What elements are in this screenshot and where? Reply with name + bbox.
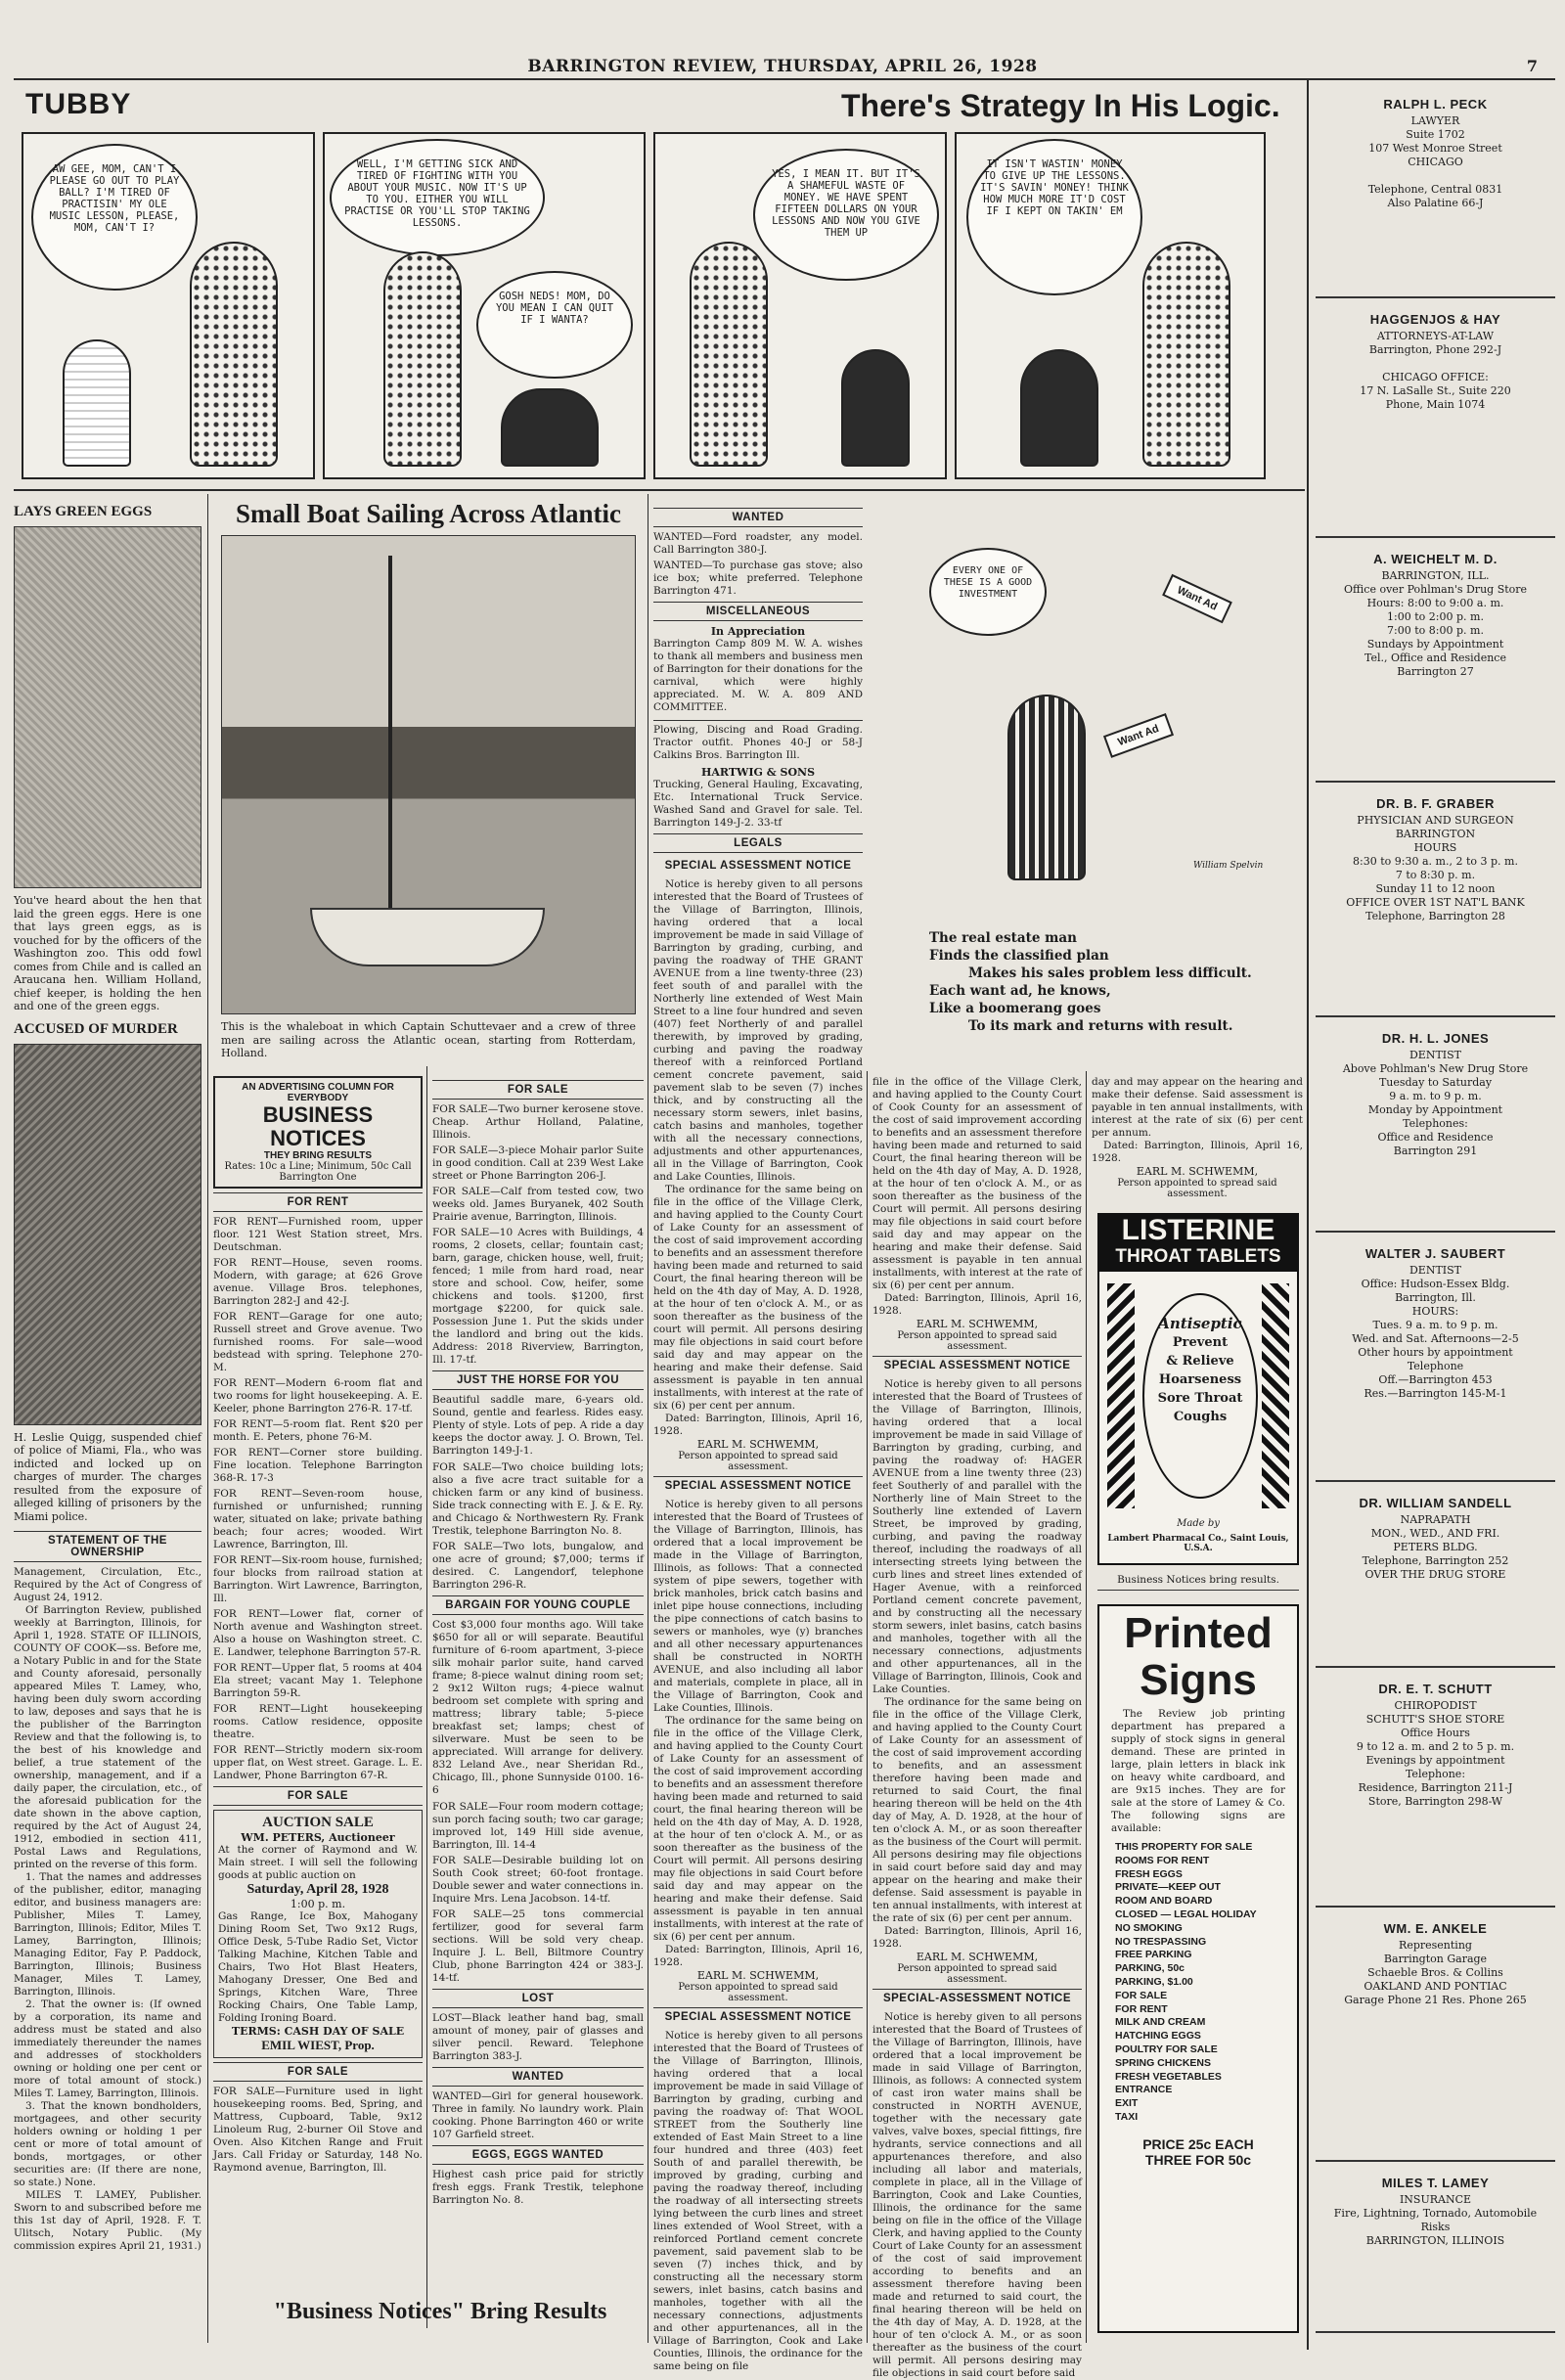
directory-line: HOURS	[1413, 841, 1457, 854]
directory-line: Telephone	[1407, 1360, 1464, 1372]
list-item: ROOMS FOR RENT	[1115, 1854, 1210, 1866]
speech-bubble: WELL, I'M GETTING SICK AND TIRED OF FIGHTING WITH YOU ABOUT YOUR MUSIC. NOW IT'S UP TO YOU. EITHER YOU WILL PRACTISE OR YOU'LL STOP TAKING LESSONS.	[330, 139, 545, 256]
for-sale-column	[432, 1076, 644, 2289]
directory-card	[1316, 1912, 1555, 2162]
miscellaneous-heading: MISCELLANEOUS	[653, 602, 863, 621]
speech-bubble: GOSH NEDS! MOM, DO YOU MEAN I CAN QUIT IF I WANTA?	[476, 271, 633, 379]
business-notices-column	[213, 1076, 423, 2338]
notice-signer: EARL M. SCHWEMM,	[696, 1969, 820, 1982]
directory-line: Also Palatine 66-J	[1387, 197, 1484, 209]
listerine-subtitle: THROAT TABLETS	[1099, 1246, 1297, 1272]
notice-heading: SPECIAL ASSESSMENT NOTICE	[653, 2007, 863, 2026]
notice-date: Dated: Barrington, Illinois, April 16, 1928.	[1092, 1140, 1303, 1164]
directory-line: BARRINGTON	[1395, 828, 1476, 840]
comic-bottom-rule	[14, 489, 1305, 491]
directory-line: LAWYER	[1410, 114, 1460, 127]
directory-line: Barrington, Phone 292-J	[1368, 343, 1502, 356]
directory-line: OAKLAND AND PONTIAC	[1364, 1980, 1507, 1993]
eggs-headline: LAYS GREEN EGGS	[14, 504, 153, 519]
directory-line: Tues. 9 a. m. to 9 p. m.	[1372, 1319, 1498, 1331]
directory-line: Telephone, Central 0831	[1367, 183, 1503, 196]
notice-text: day and may appear on the hearing and make their defense. Said assessment is payable in ten annual installments, with interest at the rate of six (6) per cent per annum.	[1092, 1076, 1303, 1139]
wanted-ad: WANTED—Girl for general housework. Three in family. No laundry work. Plain cooking. Phone Barrington 460 or write 107 Garfield street.	[432, 2090, 644, 2140]
directory-line: BARRINGTON, ILLINOIS	[1365, 2234, 1505, 2247]
notice-heading: SPECIAL-ASSESSMENT NOTICE	[872, 1989, 1082, 2007]
verse-line: To its mark and returns with result.	[968, 1018, 1233, 1034]
directory-line: OVER THE DRUG STORE	[1364, 1568, 1506, 1581]
listerine-maker: Lambert Pharmacal Co., Saint Louis, U.S.A.	[1107, 1534, 1289, 1553]
legals-column	[653, 504, 863, 2372]
auction-title: AUCTION SALE	[262, 1815, 374, 1830]
directory-name: A. WEICHELT M. D.	[1373, 552, 1498, 566]
page-number: 7	[1526, 57, 1538, 75]
directory-line: Barrington 291	[1393, 1145, 1478, 1157]
classified-ad: FOR RENT—Seven-room house, furnished or unfurnished; running water, situated on lake; private bathing beach; four acres; wooded. Wirt Lawrence, Barrington, Ill.	[213, 1488, 423, 1550]
notice-signer-role: Person appointed to spread said assessment.	[1117, 1178, 1277, 1199]
classified-ad: FOR RENT—Six-room house, furnished; four blocks from railroad station at Barrington. Wirt Lawrence, Barrington, Ill.	[213, 1554, 423, 1604]
list-item: PARKING, 50c	[1115, 1962, 1185, 1975]
horse-ad: Beautiful saddle mare, 6-years old. Sound, gentle and fearless. Rides easy. Plenty of style. Lots of pep. A ride a day keeps the doctor away. J. O. Brown, Tel. Barrington 149-J-1.	[432, 1394, 644, 1457]
directory-line: Telephone:	[1405, 1768, 1466, 1780]
classified-ad: FOR SALE—Desirable building lot on South Cook street; 60-foot frontage. Double sewer and water connections in. Inquire Mrs. Lena Jacobson. 14-tf.	[432, 1855, 644, 1905]
classified-ad: FOR SALE—Two choice building lots; also a five acre tract suitable for a chicken farm or any kind of business. Side track connecting with E. J. & E. Ry. and Chicago & Northwestern Ry. Frank Trestik, telephone Barrington No. 8.	[432, 1461, 644, 1537]
directory-line: ATTORNEYS-AT-LAW	[1376, 330, 1495, 342]
notice-text: Notice is hereby given to all persons interested that the Board of Trustees of the Village of Barrington, Illinois, has ordered that a local improvement be made in the Village of Barrington, Illinois, as follows: That a connected system of pipe sewers, together with brick manholes, brick catch basins and inlet pipe house connections, including the pipe connections of catch basins to sewers or manholes, wye (y) branches and all other necessary appurtenances shall be constructed in NORTH AVENUE, and also including all labor and materials, complete in place, all in the Village of Barrington, Cook and Lake Counties, Illinois.	[653, 1499, 863, 1714]
directory-line: Office: Hudson-Essex Bldg.	[1361, 1278, 1510, 1290]
statement-headline: STATEMENT OF THE OWNERSHIP	[14, 1531, 201, 1562]
directory-line	[1319, 357, 1551, 371]
signs-heading: Signs	[1140, 1656, 1257, 1704]
notice-text: Notice is hereby given to all persons interested that the Board of Trustees of the Village of Barrington, Illinois, have ordered that a local improvement be made in said Village of Barrington, Illinois, as follows: A connected system of cast iron water mains shall be constructed in NORTH AVENUE, together with the necessary gate valves, valve boxes, special fittings, fire hydrants, service connections and all appurtenances therefore, and also including all labor and materials, complete in place, all in the Village of Barrington, Cook and Lake Counties, Illinois, the ordinance for the same being on file in the office of the Village Clerk, and having applied to the County Court of Lake County for an assessment of the cost of said improvement according to benefits and an assessment therefore having been made and returned to said court, the final hearing thereon will be held on the 4th day of May, A. D. 1928, at the hour of ten o'clock A. M., or as soon thereafter as the business of the court will permit. All persons desiring may file objections in said court before said	[872, 2011, 1082, 2379]
notice-date: Dated: Barrington, Illinois, April 16, 1928.	[653, 1944, 863, 1968]
directory-line: Other hours by appointment	[1358, 1346, 1513, 1359]
directory-card	[1316, 303, 1555, 538]
listerine-line: Sore Throat	[1157, 1391, 1243, 1406]
tubby-figure	[501, 388, 599, 467]
verse-line: Makes his sales problem less difficult.	[968, 965, 1252, 981]
directory-name: DR. E. T. SCHUTT	[1378, 1682, 1493, 1696]
list-item: FOR SALE	[1115, 1989, 1168, 2001]
boat-photo	[221, 535, 636, 1014]
statement-text: 1. That the names and addresses of the publisher, editor, managing editor, and business managers are: Publisher, Miles T. Lamey, Barrington, Illinois; Editor, Miles T. Lamey, Barrington, Illinois; Managing Editor, Fay P. Paddock, Barrington, Illinois; Business Manager, Miles T. Lamey, Barrington, Illinois.	[14, 1871, 201, 1998]
list-item: ROOM AND BOARD	[1115, 1895, 1213, 1908]
directory-line: Evenings by appointment	[1365, 1754, 1505, 1767]
listerine-antiseptic: Antiseptic	[1158, 1315, 1242, 1332]
directory-line: 107 West Monroe Street	[1368, 142, 1502, 155]
directory-card	[1316, 787, 1555, 1017]
directory-line: MON., WED., AND FRI.	[1370, 1527, 1500, 1540]
eggs-wanted-ad: Highest cash price paid for strictly fresh eggs. Frank Trestik, telephone Barrington No. 8.	[432, 2169, 644, 2206]
listerine-ad	[1097, 1213, 1299, 1565]
want-ad-tag: Want Ad	[1103, 713, 1174, 758]
directory-line: HOURS:	[1411, 1305, 1459, 1318]
directory-line: Above Pohlman's New Drug Store	[1342, 1062, 1529, 1075]
comic-title: TUBBY	[25, 88, 132, 120]
classified-ad: FOR RENT—House, seven rooms. Modern, with garage; at 626 Grove avenue. Village Bros. telephones, Barrington 282-J and 42-J.	[213, 1257, 423, 1307]
auction-items: Gas Range, Ice Box, Mahogany Dining Room Set, Two 9x12 Rugs, Office Desk, 5-Tube Radio Set, Victor Talking Machine, Kitchen Table and Chairs, Two Hot Blast Heaters, Mahogany Dresser, One Bed and Springs, Kitchen Ware, Three Rocking Chairs, One Table Lamp, Folding Ironing Board.	[218, 1910, 418, 2024]
directory-line: DENTIST	[1408, 1264, 1462, 1277]
notice-signer-role: Person appointed to spread said assessment.	[897, 1963, 1057, 1985]
listerine-oval	[1142, 1293, 1258, 1499]
classified-ad: FOR SALE—25 tons commercial fertilizer, good for several farm sections. Will be sold very cheap. Inquire J. L. Bell, Biltmore Country Club, phone Barrington 424 or 383-J. 14-tf.	[432, 1908, 644, 1984]
list-item: TAXI	[1115, 2110, 1139, 2123]
notice-heading: SPECIAL ASSESSMENT NOTICE	[664, 860, 852, 872]
notice-heading: SPECIAL ASSESSMENT NOTICE	[653, 1476, 863, 1495]
directory-line: 8:30 to 9:30 a. m., 2 to 3 p. m.	[1353, 855, 1518, 868]
lost-heading: LOST	[432, 1989, 644, 2008]
list-item: PARKING, $1.00	[1115, 1975, 1193, 1988]
murder-caption: H. Leslie Quigg, suspended chief of police of Miami, Fla., who was indicted and locked up on charges of murder. The charges resulted from the exposure of alleged killing of prisoners by the Miami police.	[14, 1430, 201, 1523]
verse-line: Like a boomerang goes	[929, 1001, 1101, 1016]
directory-line: Schaeble Bros. & Collins	[1367, 1966, 1503, 1979]
comic-subtitle: There's Strategy In His Logic.	[841, 88, 1280, 123]
notice-text: file in the office of the Village Clerk, and having applied to the County Court of Cook County for an assessment of the cost of said improvement according to benefits and an assessment therefore having been made and returned to said Court, the final hearing thereon will be held on the 4th day of May, A. D. 1928, at the hour of ten o'clock A. M., or as soon thereafter as the business of the Court will permit. All persons desiring may file objections in said court before said day and may appear on the hearing and make their defense. Said assessment is payable in ten annual installments, with interest at the rate of six (6) per cent per annum.	[872, 1076, 1082, 1291]
classified-ad: FOR RENT—Corner store building. Fine location. Telephone Barrington 368-R. 17-3	[213, 1447, 423, 1484]
directory-line: INSURANCE	[1399, 2193, 1472, 2206]
list-item: FRESH VEGETABLES	[1115, 2070, 1222, 2083]
notice-text: Notice is hereby given to all persons interested that the Board of Trustees of the Village of Barrington, Illinois, having ordered that a local improvement be made in said Village of Barrington by grading, curbing and paving the roadway of: That WOOL STREET from the Southerly line extended of East Main Street to a line four hundred and three (403) feet South of and parallel therewith, be improved by grading, curbing and paving the roadway thereof, including the roadway of all intersecting streets lying between the curb lines and street lines extended of Wool Street, with a reinforced Portland cement concrete pavement, said pavement slab to be seven (7) inches thick, and by constructing all the necessary storm sewers, inlet basins, catch basins and manholes, together with all the necessary connections, adjustments and other appurtenances, all in the Village of Barrington, Cook and Lake Counties, Illinois, the ordinance for the same being on file	[653, 2030, 863, 2372]
banner-lead: AN ADVERTISING COLUMN FOR EVERYBODY	[242, 1082, 394, 1103]
hartwig-heading: HARTWIG & SONS	[700, 766, 816, 779]
mast-shape	[388, 556, 392, 966]
notice-signer: EARL M. SCHWEMM,	[696, 1438, 820, 1451]
boat-headline: Small Boat Sailing Across Atlantic	[235, 499, 622, 528]
statement-text: Of Barrington Review, published weekly at Barrington, Illinois, for April 1, 1928. STATE OF ILLINOIS, COUNTY OF COOK—ss. Before me, a Notary Public in and for the State and County aforesaid, personally appeared Miles T. Lamey, who, having been duly sworn according to law, deposes and says that he is the publisher of the Barrington Review and that the following is, to the best of his knowledge and belief, a true statement of the ownership, management, and if a daily paper, the circulation, etc., of the aforesaid publication for the date shown in the above caption, required by the Act of August 24, 1912, embodied in section 411, Postal Laws and Regulations, printed on the reverse of this form.	[14, 1604, 201, 1870]
listerine-title: LISTERINE	[1099, 1215, 1297, 1246]
directory-line: Residence, Barrington 211-J	[1358, 1781, 1513, 1794]
eggs-wanted-heading: EGGS, EGGS WANTED	[432, 2145, 644, 2165]
statement-signature: MILES T. LAMEY, Publisher. Sworn to and subscribed before me this 1st day of April, 1928. F. T. Ulitsch, Notary Public. (My commission expires April 21, 1931.)	[14, 2189, 201, 2252]
directory-name: MILES T. LAMEY	[1381, 2176, 1490, 2190]
auction-terms: TERMS: CASH DAY OF SALE	[231, 2025, 405, 2038]
comic-panel-4	[955, 132, 1266, 479]
verse-line: Finds the classified plan	[929, 948, 1109, 964]
auction-auctioneer: WM. PETERS, Auctioneer	[241, 1831, 395, 1844]
signs-text: The Review job printing department has prepared a supply of stock signs in general demand. These are printed in large, plain letters in black ink on heavy white cardboard, and are 9x15 inches. They are for sale at the store of Lamey & Co. The following signs are available:	[1111, 1708, 1285, 1834]
statement-text: 2. That the owner is: (If owned by a corporation, its name and address must be stated and also immediately thereunder the names and addresses of stockholders owning or holding one per cent or more of total amount of stock.) Miles T. Lamey, Barrington, Illinois.	[14, 1998, 201, 2099]
list-item: THIS PROPERTY FOR SALE	[1115, 1841, 1253, 1853]
notice-text: Notice is hereby given to all persons interested that the Board of Trustees of the Village of Barrington, Illinois, having ordered that a local improvement be made in said Village of Barrington by grading, curbing, and paving the roadway of THE GRANT AVENUE from a line twenty-three (23) feet south of and parallel with the Northerly line extended of West Main Street to a line four hundred and seven (407) feet Northerly of and parallel therewith, by improved by grading, curbing and paving the roadway thereof with a reinforced Portland cement concrete pavement, said pavement slab to be seven (7) inches thick, and by constructing all the necessary storm sewers, inlet basins, catch basins and manholes, together with all the necessary connections, adjustments and other appurtenances, all in the Village of Barrington, Cook and Lake Counties, Illinois.	[653, 878, 863, 1183]
list-item: FREE PARKING	[1115, 1949, 1192, 1961]
legals-heading: LEGALS	[653, 833, 863, 853]
artist-signature: William Spelvin	[1193, 861, 1264, 871]
classified-ad: FOR RENT—Strictly modern six-room upper flat, on West street. Garage. L. E. Landwer, Phone Barrington 67-R.	[213, 1744, 423, 1781]
notice-text: The ordinance for the same being on file in the office of the Village Clerk, and having applied to the County Court of Lake County for an assessment of the cost of said improvement according to benefits and an assessment therefore having been made and returned to said Court, the final hearing thereon will be held on the 4th day of May, A. D. 1928, at the hour of ten o'clock A. M., or as soon thereafter as the business of the court will permit. All persons desiring may file objections in said court before said day and may appear on the hearing and make their defense. Said assessment is payable in ten annual installments, with interest at the rate of six (6) per cent per annum.	[653, 1184, 863, 1412]
notice-signer: EARL M. SCHWEMM,	[1136, 1165, 1259, 1178]
appreciation-text: Barrington Camp 809 M. W. A. wishes to thank all members and business men of Barrington for their donations for the carnival, which were highly appreciated. M. W. A. 809 AND COMMITTEE.	[653, 638, 863, 713]
list-item: FOR RENT	[1115, 2002, 1168, 2015]
decorative-stripes	[1107, 1283, 1135, 1508]
speech-bubble: AW GEE, MOM, CAN'T I PLEASE GO OUT TO PLAY BALL? I'M TIRED OF PRACTISIN' MY OLE MUSIC LESSON, PLEASE, MOM, CAN'T I?	[31, 144, 198, 291]
bargain-ad: Cost $3,000 four months ago. Will take $650 for all or will separate. Beautiful furniture of 6-room apartment, 3-piece silk mohair parlor suite, hand carved frame; 8-piece walnut dining room set; 2 9x12 Wilton rugs; 4-piece walnut bedroom set complete with spring and mattress; library table; 5-piece breakfast set; lamps; chest of silverware. Must be seen to be appreciated. Will arrange for delivery. 832 Leland Ave., near Sheridan Rd., Chicago, Ill., phone Sunnyside 0100. 16-6	[432, 1619, 644, 1796]
directory-line: Office and Residence	[1377, 1131, 1494, 1144]
directory-name: WM. E. ANKELE	[1383, 1921, 1488, 1936]
classified-ad: FOR RENT—Garage for one auto; Russell street and Grove avenue. Two furnished rooms. For sale—wood bedstead with spring. Telephone 270-M.	[213, 1311, 423, 1373]
directory-card	[1316, 1487, 1555, 1668]
notice-heading: SPECIAL ASSESSMENT NOTICE	[872, 1356, 1082, 1374]
decorative-stripes	[1262, 1283, 1289, 1508]
auction-text: At the corner of Raymond and W. Main street. I will sell the following goods at public auction on	[218, 1844, 418, 1881]
classified-ad: FOR SALE—Two burner kerosene stove. Cheap. Arthur Holland, Palatine, Illinois.	[432, 1103, 644, 1141]
eggs-caption: You've heard about the hen that laid the green eggs. Here is one that lays green eggs, as is vouched for by the officers of the Washington zoo. This odd fowl comes from Chile and is called an Araucana hen. William Holland, chief keeper, is holding the hen and one of the green eggs.	[14, 894, 201, 1012]
notice-text: The ordinance for the same being on file in the office of the Village Clerk, and having applied to the County Court of Lake County for an assessment of the cost of said improvement according to benefits, and an assessment therefore having been made and returned to said Court, the final hearing thereon will be held on the 4th day of May, A. D. 1928, at the hour of ten o'clock A. M., or as soon thereafter as the business of the Court will permit. All persons desiring may file objections in said court before said day and may appear on the hearing and make their defense. Said assessment is payable in ten annual installments, with interest at the rate of six (6) per cent per annum.	[872, 1696, 1082, 1924]
directory-line: Sunday 11 to 12 noon	[1375, 882, 1496, 895]
results-line: Business Notices bring results.	[1097, 1570, 1299, 1591]
directory-line: NAPRAPATH	[1400, 1513, 1471, 1526]
list-item: ENTRANCE	[1115, 2084, 1173, 2096]
directory-line: Office Hours	[1401, 1727, 1470, 1739]
classified-ad: FOR SALE—Furniture used in light housekeeping rooms. Bed, Spring, and Mattress, Cupboard, Table, 9x12 Linoleum Rug, 2-burner Oil Stove and Oven. Also Kitchen Range and Fruit Jars. Call Friday or Saturday, 148 No. Raymond avenue, Barrington, Ill.	[213, 2086, 423, 2174]
banner-sub: THEY BRING RESULTS	[263, 1150, 373, 1161]
mother-figure	[383, 251, 462, 467]
horse-heading: JUST THE HORSE FOR YOU	[432, 1370, 644, 1390]
banner-rates: Rates: 10c a Line; Minimum, 50c Call Barrington One	[224, 1161, 412, 1183]
for-rent-heading: FOR RENT	[213, 1192, 423, 1212]
signs-price: THREE FOR 50c	[1144, 2151, 1252, 2168]
classified-ad: FOR RENT—Upper flat, 5 rooms at 404 Ela street; vacant May 1. Telephone Barrington 59-R.	[213, 1662, 423, 1699]
comic-panel-2	[323, 132, 646, 479]
classified-ad: FOR RENT—Furnished room, upper floor. 121 West Station street, Mrs. Deutschman.	[213, 1216, 423, 1253]
directory-card	[1316, 543, 1555, 783]
notice-date: Dated: Barrington, Illinois, April 16, 1928.	[653, 1413, 863, 1437]
directory-line: Garage Phone 21 Res. Phone 265	[1344, 1994, 1527, 2006]
directory-card	[1316, 1237, 1555, 1482]
for-sale-heading: FOR SALE	[432, 1080, 644, 1100]
directory-line: Representing	[1399, 1939, 1472, 1952]
directory-rule	[1307, 80, 1309, 2350]
speech-bubble: YES, I MEAN IT. BUT IT'S A SHAMEFUL WASTE OF MONEY. WE HAVE SPENT FIFTEEN DOLLARS ON YOUR LESSONS AND NOW YOU GIVE THEM UP	[753, 149, 939, 281]
classified-ad: FOR RENT—Light housekeeping rooms. Catlow residence, opposite theatre.	[213, 1703, 423, 1740]
directory-card	[1316, 2167, 1555, 2333]
directory-name: RALPH L. PECK	[1383, 97, 1488, 112]
directory-line: Store, Barrington 298-W	[1367, 1795, 1503, 1808]
tubby-figure	[1020, 349, 1098, 467]
auction-time: 1:00 p. m.	[290, 1898, 346, 1910]
directory-line: Telephone, Barrington 28	[1365, 910, 1505, 922]
auction-ad	[213, 1810, 423, 2058]
notice-signer: EARL M. SCHWEMM,	[916, 1951, 1039, 1963]
boat-story	[213, 499, 644, 1066]
listerine-line: & Relieve	[1166, 1354, 1234, 1369]
notice-date: Dated: Barrington, Illinois, April 16, 1928.	[872, 1925, 1082, 1950]
column-rule	[867, 1071, 868, 2343]
classified-ad: FOR SALE—Two lots, bungalow, and one acre of ground; $7,000; terms if desired. C. Langendorf, telephone Barrington 296-R.	[432, 1541, 644, 1591]
directory-line: Barrington 27	[1397, 665, 1474, 678]
directory-card	[1316, 88, 1555, 298]
directory-line: BARRINGTON, ILL.	[1381, 569, 1490, 582]
classified-ad: WANTED—Ford roadster, any model. Call Barrington 380-J.	[653, 531, 863, 556]
want-ad-tag: Want Ad	[1162, 574, 1232, 623]
column-1	[14, 504, 201, 2343]
directory-line: Sundays by Appointment	[1366, 638, 1504, 651]
classified-ad: FOR RENT—Modern 6-room flat and two rooms for light housekeeping. A. E. Keeler, phone Barrington 276-R. 17-tf.	[213, 1377, 423, 1415]
classified-ad: FOR SALE—10 Acres with Buildings, 4 rooms, 2 closets, cellar; fountain cast; barn, garage, chicken house, well, fruit; fenced; 1 mile from hard road, near store and school. Cow, heifer, some chickens and tools. $1200, first mortgage $2200, for quick sale. Possession June 1. Put the skids under the landlord and bring out the kids. Address: 2018 Riverview, Barrington, Ill. 17-tf.	[432, 1227, 644, 1366]
directory-line: 9 to 12 a. m. and 2 to 5 p. m.	[1356, 1740, 1515, 1753]
signs-price: PRICE 25c EACH	[1142, 2135, 1254, 2152]
directory-line: Wed. and Sat. Afternoons—2-5	[1352, 1332, 1519, 1345]
directory-line: 7:00 to 8:00 p. m.	[1387, 624, 1484, 637]
directory-line: Suite 1702	[1406, 128, 1465, 141]
real-estate-verse	[929, 929, 1301, 1035]
lost-ad: LOST—Black leather hand bag, small amount of money, pair of glasses and silver pencil. Reward. Telephone Barrington 383-J.	[432, 2012, 644, 2062]
hull-shape	[310, 908, 545, 966]
list-item: PRIVATE—KEEP OUT	[1115, 1881, 1221, 1894]
directory-line: 1:00 to 2:00 p. m.	[1387, 610, 1484, 623]
directory-line: Barrington Garage	[1383, 1953, 1488, 1965]
directory-line: 7 to 8:30 p. m.	[1395, 869, 1476, 881]
directory-line: OFFICE OVER 1ST NAT'L BANK	[1346, 896, 1525, 909]
verse-line: The real estate man	[929, 930, 1077, 946]
notice-text: Notice is hereby given to all persons interested that the Board of Trustees of the Village of Barrington, Illinois, having ordered that a local improvement be made in said Village of Barrington by grading, curbing, and paving the roadway of: HAGER AVENUE from a line twenty three (23) feet Southerly of and parallel with the Northerly line of Main Street to the Southerly line extended of Lavern Street, be improved by grading, curbing, and paving the roadway thereof, including the roadways of all intersecting streets lying between the curb lines and street lines extended of Hager Avenue, with a reinforced Portland cement concrete pavement, and by constructing all the necessary storm sewers, inlet basins, catch basins and manholes, together with all the necessary connections, adjustments and other appurtenances, all in the Village of Barrington, Illinois, Cook and Lake Counties.	[872, 1378, 1082, 1695]
notices-column-6	[872, 1076, 1082, 2379]
list-item: MILK AND CREAM	[1115, 2016, 1206, 2029]
directory-name: WALTER J. SAUBERT	[1364, 1246, 1506, 1261]
directory-line: Fire, Lightning, Tornado, Automobile Risks	[1333, 2207, 1538, 2233]
wanted-heading: WANTED	[432, 2067, 644, 2087]
list-item: NO TRESPASSING	[1115, 1935, 1207, 1948]
listerine-line: Coughs	[1173, 1410, 1228, 1424]
listerine-made: Made by	[1177, 1518, 1220, 1529]
tubby-figure	[841, 349, 910, 467]
list-item: FRESH EGGS	[1115, 1867, 1183, 1880]
notice-signer-role: Person appointed to spread said assessment.	[678, 1982, 838, 2003]
column-rule	[426, 1066, 427, 2328]
statement-text: 3. That the known bondholders, mortgagees, and other security holders owning or holding 1 per cent or more of total amount of bonds, mortgages, or other securities are: (If there are none, so state.) None.	[14, 2100, 201, 2188]
bargain-heading: BARGAIN FOR YOUNG COUPLE	[432, 1595, 644, 1615]
classified-ad: FOR SALE—Four room modern cottage; sun porch facing south; two car garage; improved lot, 149 Hill side avenue, Barrington, Ill. 14-4	[432, 1801, 644, 1851]
comic-panel-1	[22, 132, 315, 479]
mother-figure	[690, 242, 768, 467]
classified-ad: FOR RENT—5-room flat. Rent $20 per month. E. Peters, phone 76-M.	[213, 1418, 423, 1443]
directory-line: Office over Pohlman's Drug Store	[1343, 583, 1528, 596]
hartwig-ad: Trucking, General Hauling, Excavating, Etc. International Truck Service. Washed Sand and Gravel for sale. Tel. Barrington 149-J-2. 33-tf	[653, 779, 863, 829]
directory-line: PETERS BLDG.	[1393, 1541, 1478, 1553]
signs-list	[1099, 1839, 1297, 2127]
directory-line: DENTIST	[1408, 1049, 1462, 1061]
notice-signer-role: Person appointed to spread said assessment.	[678, 1451, 838, 1472]
real-estate-man-figure	[1007, 695, 1086, 880]
directory-line: Monday by Appointment	[1367, 1103, 1503, 1116]
notice-date: Dated: Barrington, Illinois, April 16, 1928.	[872, 1292, 1082, 1317]
masthead-rule	[14, 78, 1555, 80]
auction-date: Saturday, April 28, 1928	[246, 1882, 389, 1897]
list-item: SPRING CHICKENS	[1115, 2056, 1212, 2069]
list-item: CLOSED — LEGAL HOLIDAY	[1115, 1908, 1257, 1920]
directory-line: Telephones:	[1403, 1117, 1468, 1130]
plowing-ad: Plowing, Discing and Road Grading. Tractor outfit. Phones 40-J or 58-J Calkins Bros. Barrington Ill.	[653, 720, 863, 762]
wanted-heading: WANTED	[653, 508, 863, 527]
directory-line: Telephone, Barrington 252	[1362, 1554, 1509, 1567]
statement-subhead: Management, Circulation, Etc., Required by the Act of Congress of August 24, 1912.	[14, 1566, 201, 1603]
speech-bubble: EVERY ONE OF THESE IS A GOOD INVESTMENT	[929, 548, 1047, 636]
list-item: EXIT	[1115, 2097, 1139, 2110]
directory-line: CHICAGO OFFICE:	[1382, 371, 1489, 383]
masthead-title: BARRINGTON REVIEW, THURSDAY, APRIL 26, 1928	[527, 57, 1038, 76]
directory-line: Tel., Office and Residence	[1364, 651, 1506, 664]
classified-ad: FOR SALE—3-piece Mohair parlor Suite in good condition. Call at 239 West Lake street or Phone Barrington 206-J.	[432, 1145, 644, 1182]
business-notices-banner	[213, 1076, 423, 1189]
column-rule	[1086, 1071, 1087, 2343]
directory-name: HAGGENJOS & HAY	[1369, 312, 1501, 327]
printed-heading: Printed	[1124, 1609, 1273, 1657]
list-item: NO SMOKING	[1115, 1921, 1183, 1934]
for-sale-heading: FOR SALE	[213, 2062, 423, 2082]
directory-line: 9 a. m. to 9 p. m.	[1389, 1090, 1482, 1102]
notice-signer: EARL M. SCHWEMM,	[916, 1318, 1039, 1330]
directory-card	[1316, 1673, 1555, 1908]
comic-panel-3	[653, 132, 947, 479]
listerine-line: Prevent	[1172, 1335, 1229, 1350]
directory-name: DR. WILLIAM SANDELL	[1359, 1496, 1512, 1510]
hen-photo	[14, 526, 201, 888]
directory-line: Tuesday to Saturday	[1378, 1076, 1493, 1089]
directory-line: CHICAGO	[1408, 156, 1463, 168]
classified-ad: FOR RENT—Lower flat, corner of North avenue and Washington street. Also a house on Washington street. C. E. Landwer, telephone Barrington 57-R.	[213, 1608, 423, 1658]
banner-title: BUSINESS NOTICES	[262, 1102, 374, 1150]
directory-line: Phone, Main 1074	[1385, 398, 1486, 411]
mother-figure	[1142, 242, 1230, 467]
speech-bubble: IT ISN'T WASTIN' MONEY TO GIVE UP THE LESSONS. IT'S SAVIN' MONEY! THINK HOW MUCH MORE IT'D COST IF I KEPT ON TAKIN' EM	[966, 139, 1142, 295]
boat-caption: This is the whaleboat in which Captain Schuttevaer and a crew of three men are sailing across the Atlantic ocean, starting from Rotterdam, Holland.	[221, 1020, 636, 1059]
murder-headline: ACCUSED OF MURDER	[14, 1020, 178, 1037]
classified-ad: WANTED—To purchase gas stove; also ice box; white preferred. Telephone Barrington 471.	[653, 560, 863, 597]
police-chief-photo	[14, 1044, 201, 1425]
real-estate-cartoon	[871, 499, 1301, 1066]
directory-line: Res.—Barrington 145-M-1	[1364, 1387, 1507, 1400]
printed-signs-ad	[1097, 1604, 1299, 2333]
directory-line: Hours: 8:00 to 9:00 a. m.	[1366, 597, 1504, 609]
appreciation-heading: In Appreciation	[710, 625, 806, 638]
mother-figure	[190, 242, 278, 467]
directory-name: DR. B. F. GRABER	[1376, 796, 1495, 811]
column-rule	[207, 494, 208, 2343]
directory-name: DR. H. L. JONES	[1381, 1031, 1490, 1046]
verse-line: Each want ad, he knows,	[929, 983, 1111, 999]
auction-proprietor: EMIL WIEST, Prop.	[261, 2038, 375, 2052]
directory-line: 17 N. LaSalle St., Suite 220	[1360, 384, 1511, 397]
directory-line: PHYSICIAN AND SURGEON	[1357, 814, 1514, 827]
directory-card	[1316, 1022, 1555, 1233]
list-item: POULTRY FOR SALE	[1115, 2043, 1218, 2055]
directory-line	[1319, 169, 1551, 183]
directory-line: Off.—Barrington 453	[1378, 1373, 1493, 1386]
directory-line: CHIROPODIST	[1394, 1699, 1477, 1712]
classified-ad: FOR SALE—Calf from tested cow, two weeks old. James Buryanek, 402 South Prairie avenue, Barrington, Illinois.	[432, 1186, 644, 1223]
notice-text: The ordinance for the same being on file in the office of the Village Clerk, and having applied to the County Court of Lake County for an assessment of the cost of said improvement according to benefits and an assessment therefore having been made and returned to said court, the final hearing thereon will be held on the 4th day of May, A. D. 1928, at the hour of ten o'clock A. M., or as soon thereafter as the business of the Court will permit. All persons desiring may file objections in said Court before said day and may appear on the hearing and make their defense. Said assessment is payable in ten annual installments, with interest at the rate of six (6) per cent per annum.	[653, 1715, 863, 1943]
listerine-line: Hoarseness	[1158, 1372, 1242, 1387]
notice-signer-role: Person appointed to spread said assessment.	[897, 1330, 1057, 1352]
directory-line: Barrington, Ill.	[1395, 1291, 1476, 1304]
list-item: HATCHING EGGS	[1115, 2030, 1201, 2043]
for-sale-heading: FOR SALE	[213, 1786, 423, 1806]
footer-tagline: "Business Notices" Bring Results	[273, 2299, 607, 2324]
tubby-figure	[63, 339, 131, 467]
directory-line: SCHUTT'S SHOE STORE	[1365, 1713, 1505, 1726]
